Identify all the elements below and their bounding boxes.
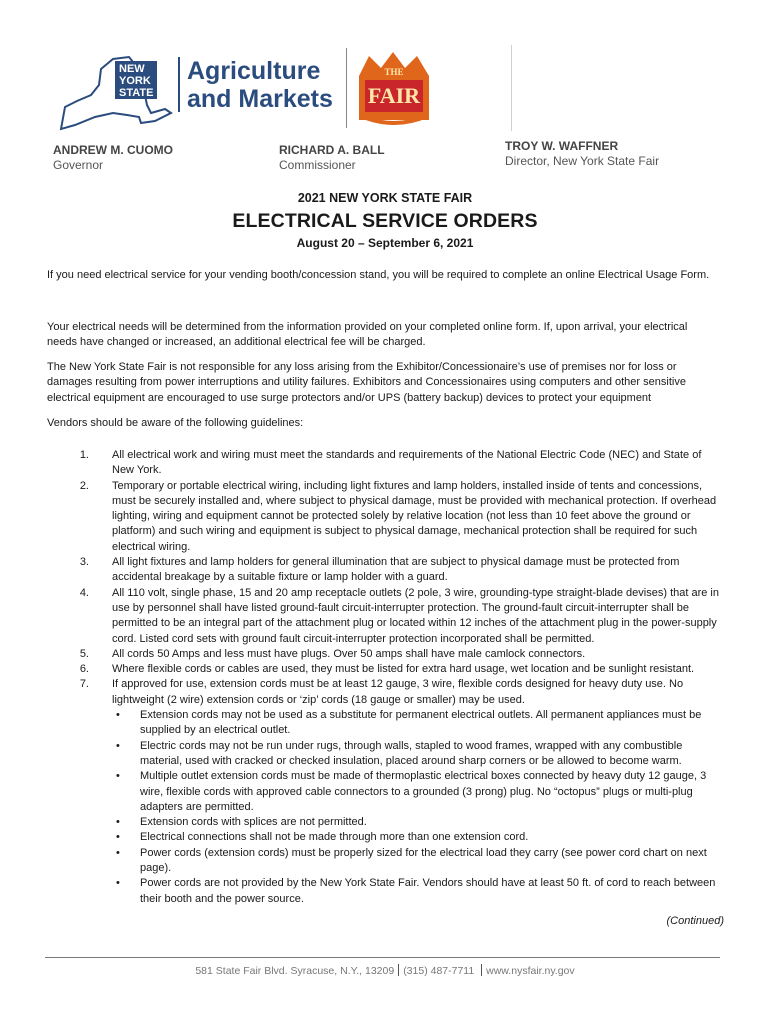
official-name: RICHARD A. BALL xyxy=(279,143,385,157)
logo-divider xyxy=(178,57,180,112)
footer-address: 581 State Fair Blvd. Syracuse, N.Y., 13209 xyxy=(195,965,395,977)
liability-paragraph: The New York State Fair is not responsible for any loss arising from the Exhibitor/Concessionaire’s use of premises nor for loss or damages resulting from power interruptions and utility failures. Exhibitors and Concessionaires using computers and other sensitive electrical equipment are encouraged to use surge protectors and/or UPS (battery backup) devices to protect your equipment xyxy=(47,361,686,404)
item-number: 4. xyxy=(79,586,89,599)
event-title: 2021 NEW YORK STATE FAIR xyxy=(297,191,473,205)
bullet-item xyxy=(112,739,722,770)
list-item xyxy=(47,555,722,586)
new-york-state-logo xyxy=(55,55,173,135)
item-number: 2. xyxy=(79,479,89,492)
bullet-icon: • xyxy=(116,831,120,844)
fair-logo-word: FAIR xyxy=(367,83,421,108)
fair-badge-icon xyxy=(355,50,433,130)
bullet-text: Extension cords may not be used as a substitute for permanent electrical outlets. All permanent appliances must be supplied by an electrical outlet. xyxy=(140,709,702,737)
continued-label: (Continued) xyxy=(666,915,724,927)
bullet-item xyxy=(112,769,722,815)
bullet-icon: • xyxy=(116,846,120,859)
bullet-item xyxy=(112,830,722,845)
bullet-icon: • xyxy=(116,816,120,829)
intro-paragraph: If you need electrical service for your vending booth/concession stand, you will be required to complete an online Electrical Usage Form. xyxy=(47,269,710,281)
list-item xyxy=(47,586,722,647)
footer-website-link[interactable]: www.nysfair.ny.gov xyxy=(486,965,575,977)
item-text: All light fixtures and lamp holders for general illumination that are subject to physical damage must be protected from accidental breakage by a suitable fixture or lamp holder with a guard. xyxy=(112,556,680,584)
item-text: If approved for use, extension cords must be at least 12 gauge, 3 wire, flexible cords designed for heavy duty use. No lightweight (2 wire) extension cords or ‘zip’ cords (18 gauge or smaller) may be used. xyxy=(112,678,684,706)
guidelines-intro: Vendors should be aware of the following guidelines: xyxy=(47,417,304,429)
the-fair-logo xyxy=(355,50,433,130)
bullet-text: Electric cords may not be run under rugs, through walls, stapled to wood frames, wrapped with any combustible material, used with cracked or checked insulation, placed around sharp corners or be allowed to become warm. xyxy=(140,739,683,767)
bullet-icon: • xyxy=(116,770,120,783)
item-number: 1. xyxy=(79,449,89,461)
list-item xyxy=(47,677,722,906)
bullet-icon: • xyxy=(116,709,120,722)
item-number: 7. xyxy=(79,678,89,691)
item-number: 6. xyxy=(79,663,89,676)
list-item xyxy=(47,662,722,677)
bullet-icon: • xyxy=(116,877,120,890)
bullet-text: Power cords (extension cords) must be properly sized for the electrical load they carry (see power cord chart on next page). xyxy=(140,846,707,875)
footer-separator xyxy=(481,964,482,976)
event-dates: August 20 – September 6, 2021 xyxy=(296,236,474,250)
footer-separator xyxy=(398,964,399,976)
item-text: All 110 volt, single phase, 15 and 20 amp receptacle outlets (2 pole, 3 wire, grounding-type straight-blade devises) that are in use by personnel shall have listed ground-fault circuit-interrupter protection. The ground-fault circuit-interrupter shall be permitted to be an integral part of the attachment plug or located within 12 inches of the attachment plug in the power-supply cord. Listed cord sets with ground fault circuit-interrupter protection incorporated shall be permitted. xyxy=(112,586,719,645)
agency-line-1: Agriculture xyxy=(187,57,321,85)
fees-paragraph: Your electrical needs will be determined from the information provided on your completed online form. If, upon arrival, your electrical needs have changed or increased, an additional electrical fee will be charged. xyxy=(47,321,688,349)
official-commissioner xyxy=(279,143,385,173)
item-text: All cords 50 Amps and less must have plugs. Over 50 amps shall have male camlock connectors. xyxy=(112,647,586,660)
bullet-text: Extension cords with splices are not permitted. xyxy=(140,816,367,829)
guidelines-list xyxy=(47,448,722,907)
footer-phone: (315) 487-7711 xyxy=(403,965,475,977)
agency-line-2: and Markets xyxy=(187,85,333,113)
item-number: 3. xyxy=(79,556,89,569)
page-footer xyxy=(0,964,770,977)
item-text: Where flexible cords or cables are used, they must be listed for extra hard usage, wet location and be sunlight resistant. xyxy=(112,663,695,676)
list-item xyxy=(47,479,722,555)
official-name: ANDREW M. CUOMO xyxy=(53,143,173,157)
state-logo-line-1: NEW xyxy=(119,63,145,75)
state-logo-line-3: STATE xyxy=(119,87,154,99)
list-item xyxy=(47,448,722,479)
official-director xyxy=(505,139,659,169)
fair-logo-divider xyxy=(346,48,347,128)
bullet-item xyxy=(112,876,722,907)
page-title: ELECTRICAL SERVICE ORDERS xyxy=(232,210,538,232)
extension-cord-rules xyxy=(112,708,722,907)
official-name: TROY W. WAFFNER xyxy=(505,139,619,153)
official-title: Governor xyxy=(53,158,104,172)
fair-logo-top: THE xyxy=(384,67,404,77)
header-vertical-rule xyxy=(511,45,512,131)
state-logo-line-2: YORK xyxy=(119,75,151,87)
bullet-item xyxy=(112,846,722,877)
bullet-text: Multiple outlet extension cords must be made of thermoplastic electrical boxes connected by heavy duty 12 gauge, 3 wire, flexible cords with approved cable connectors to a grounded (3 prong) plug. No “octopus” plugs or multi-plug adapters are permitted. xyxy=(140,770,707,813)
bullet-item xyxy=(112,815,722,830)
footer-rule xyxy=(45,957,720,958)
item-text: Temporary or portable electrical wiring, including light fixtures and lamp holders, installed inside of tents and concessions, must be securely installed and, where subject to physical damage, must be provided with mechanical protection. If overhead lighting, wiring and equipment cannot be protected solely by relative location (not less than 10 feet above the ground or platform) and such wiring and equipment is subject to physical damage, mechanical protection shall be required for such electrical wiring. xyxy=(112,479,717,553)
official-governor xyxy=(53,143,173,173)
official-title: Commissioner xyxy=(279,158,356,172)
official-title: Director, New York State Fair xyxy=(505,154,660,168)
list-item xyxy=(47,647,722,662)
item-number: 5. xyxy=(79,647,89,660)
bullet-item xyxy=(112,708,722,739)
agency-name xyxy=(187,57,333,113)
state-outline-icon xyxy=(55,55,173,135)
item-text: All electrical work and wiring must meet the standards and requirements of the National Electric Code (NEC) and State of New York. xyxy=(112,449,702,477)
bullet-icon: • xyxy=(116,739,120,752)
bullet-text: Power cords are not provided by the New York State Fair. Vendors should have at least 50 ft. of cord to reach between their booth and the power source. xyxy=(140,877,716,905)
bullet-text: Electrical connections shall not be made through more than one extension cord. xyxy=(140,831,529,844)
